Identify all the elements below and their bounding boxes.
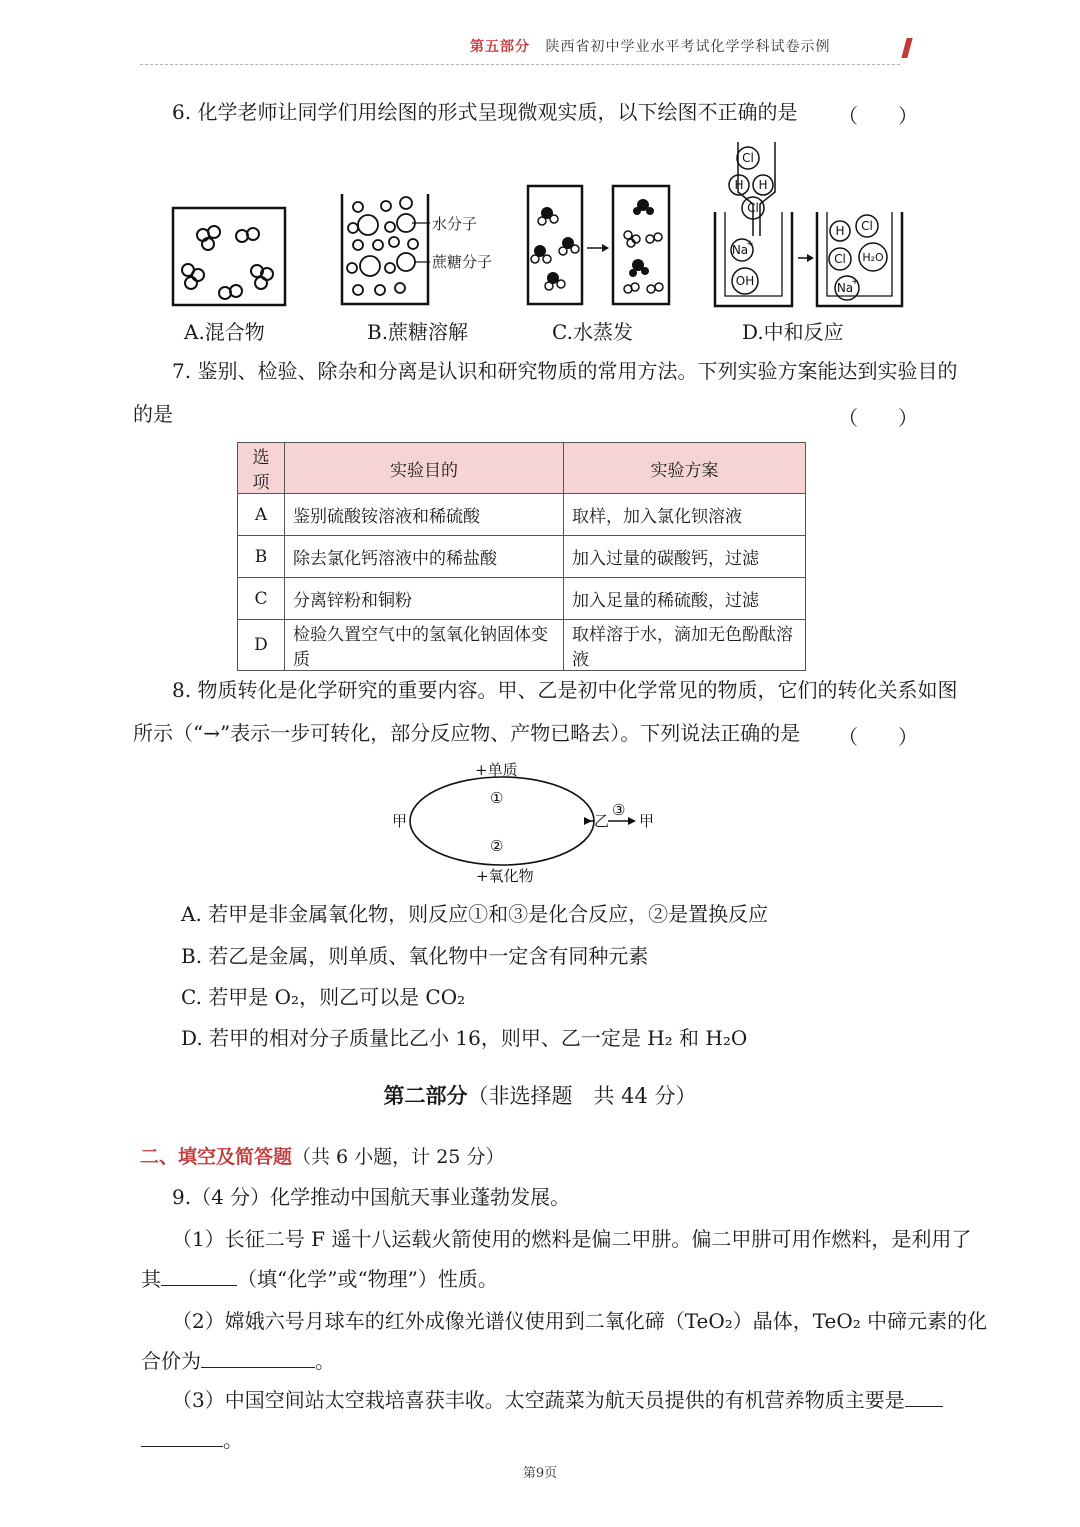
row-d-goal: 检验久置空气中的氢氧化钠固体变质 <box>285 620 564 671</box>
row-b-goal: 除去氯化钙溶液中的稀盐酸 <box>285 536 564 578</box>
section2-subtitle: （共 6 小题，计 25 分） <box>292 1146 505 1168</box>
diagram-top-label: +单质 <box>475 761 518 779</box>
row-a-plan: 取样，加入氯化钡溶液 <box>564 494 806 536</box>
q9-p2-blank[interactable] <box>201 1347 315 1368</box>
q8-stem-line2: 所示（“→”表示一步可转化，部分反应物、产物已略去）。下列说法正确的是 <box>133 721 801 745</box>
row-a-goal: 鉴别硫酸铵溶液和稀硫酸 <box>285 494 564 536</box>
q6-option-b: B.蔗糖溶解 <box>367 320 469 344</box>
diagram-r1: ① <box>490 789 504 807</box>
section2-heading <box>140 1142 504 1169</box>
q9-p2-line2-end: 。 <box>315 1349 335 1373</box>
ion-cl-top: Cl <box>742 151 754 165</box>
ion-cl-product-2: Cl <box>834 252 846 266</box>
ion-oh: OH <box>735 274 755 288</box>
part2-subtitle: （非选择题 共 44 分） <box>467 1084 697 1108</box>
q8-choice-b: B. 若乙是金属，则单质、氧化物中一定含有同种元素 <box>181 944 649 968</box>
header-title: 陕西省初中学业水平考试化学学科试卷示例 <box>545 39 831 55</box>
row-c-goal: 分离锌粉和铜粉 <box>285 578 564 620</box>
q8-stem-line1: 8. 物质转化是化学研究的重要内容。甲、乙是初中化学常见的物质，它们的转化关系如图 <box>172 678 958 702</box>
q9-p3-line2-end: 。 <box>223 1428 243 1452</box>
q6-option-c: C.水蒸发 <box>552 320 633 344</box>
q9-p1-line2-end: （填“化学”或“物理”）性质。 <box>237 1267 498 1291</box>
table-row <box>238 494 806 536</box>
row-b-plan: 加入过量的碳酸钙，过滤 <box>564 536 806 578</box>
diagram-yi: 乙 <box>594 812 610 830</box>
q9-p2-line1: （2）嫦娥六号月球车的红外成像光谱仪使用到二氧化碲（TeO₂）晶体，TeO₂ 中碲元素的化 <box>172 1309 988 1333</box>
q6-option-d: D.中和反应 <box>742 320 844 344</box>
part2-heading <box>0 1080 1080 1110</box>
q6-figure-d <box>710 140 910 312</box>
row-b-option: B <box>238 536 285 578</box>
header-part: 第五部分 <box>470 39 530 55</box>
q9-p1-line1: （1）长征二号 F 遥十八运载火箭使用的燃料是偏二甲肼。偏二甲肼可用作燃料，是利用了 <box>172 1227 972 1251</box>
q9-p1-line2-start: 其 <box>141 1267 161 1291</box>
q9-p3-line1 <box>172 1386 943 1414</box>
q8-choice-a: A. 若甲是非金属氧化物，则反应①和③是化合反应，②是置换反应 <box>181 902 769 926</box>
q6-b-sucrose-label: 蔗糖分子 <box>432 253 493 271</box>
ion-na-right: Na <box>836 281 854 295</box>
q9-p2-line2 <box>141 1347 335 1375</box>
table-row <box>238 578 806 620</box>
molecule-h2o: H₂O <box>862 251 884 264</box>
page-number: 第9页 <box>522 1466 558 1481</box>
q8-transformation-diagram <box>380 755 670 890</box>
q9-stem: 9.（4 分）化学推动中国航天事业蓬勃发展。 <box>172 1185 571 1209</box>
table-header-row <box>238 443 806 494</box>
table-row <box>238 620 806 671</box>
q7-options-table <box>237 442 806 671</box>
q6-b-water-label: 水分子 <box>432 215 478 233</box>
ion-na-charge-right: + <box>851 277 859 287</box>
q9-p2-line2-start: 合价为 <box>141 1349 201 1373</box>
diagram-r3: ③ <box>612 801 626 819</box>
q8-choice-c: C. 若甲是 O₂，则乙可以是 CO₂ <box>181 985 466 1009</box>
q8-answer-paren: （ ） <box>838 725 918 749</box>
page-header <box>470 36 910 66</box>
ion-h-right: H <box>758 178 768 192</box>
row-c-plan: 加入足量的稀硫酸，过滤 <box>564 578 806 620</box>
part2-title: 第二部分 <box>383 1083 468 1108</box>
ion-cl-bottom: Cl <box>747 201 759 215</box>
row-c-option: C <box>238 578 285 620</box>
q9-p3-blank-end[interactable] <box>141 1426 223 1447</box>
q6-figure-b <box>338 190 498 308</box>
header-option: 选项 <box>238 443 285 494</box>
q9-p3-blank-start[interactable] <box>905 1386 943 1407</box>
ion-na-charge-left: + <box>746 239 754 249</box>
diagram-bottom-label: +氧化物 <box>476 867 534 885</box>
diagram-r2: ② <box>490 837 504 855</box>
q9-p3-line2 <box>141 1426 243 1454</box>
q6-answer-paren: （ ） <box>838 104 918 128</box>
ion-na-left: Na <box>731 243 749 257</box>
row-d-option: D <box>238 620 285 671</box>
q9-p1-line2 <box>141 1265 498 1293</box>
ion-cl-product: Cl <box>861 219 873 233</box>
table-row <box>238 536 806 578</box>
q6-option-a: A.混合物 <box>184 320 265 344</box>
q9-p1-blank[interactable] <box>161 1265 237 1286</box>
q8-choice-d: D. 若甲的相对分子质量比乙小 16，则甲、乙一定是 H₂ 和 H₂O <box>181 1026 748 1050</box>
q9-p3-line1-text: （3）中国空间站太空栽培喜获丰收。太空蔬菜为航天员提供的有机营养物质主要是 <box>172 1388 905 1412</box>
diagram-jia: 甲 <box>392 812 408 830</box>
header-accent-bar <box>901 38 912 58</box>
ion-h-left: H <box>734 178 744 192</box>
row-a-option: A <box>238 494 285 536</box>
header-divider <box>140 64 900 65</box>
section2-title: 二、填空及简答题 <box>140 1146 293 1168</box>
header-plan: 实验方案 <box>564 443 806 494</box>
q6-figure-a <box>170 205 290 310</box>
row-d-plan: 取样溶于水，滴加无色酚酞溶液 <box>564 620 806 671</box>
q6-figure-c <box>525 183 675 308</box>
ion-h-product: H <box>835 224 845 238</box>
header-goal: 实验目的 <box>285 443 564 494</box>
diagram-jia-2: 甲 <box>639 812 655 830</box>
q7-answer-paren: （ ） <box>838 406 918 430</box>
q7-stem-line1: 7. 鉴别、检验、除杂和分离是认识和研究物质的常用方法。下列实验方案能达到实验目的 <box>172 359 958 383</box>
q6-stem: 6. 化学老师让同学们用绘图的形式呈现微观实质，以下绘图不正确的是 <box>172 100 798 124</box>
q7-stem-line2: 的是 <box>133 402 173 426</box>
